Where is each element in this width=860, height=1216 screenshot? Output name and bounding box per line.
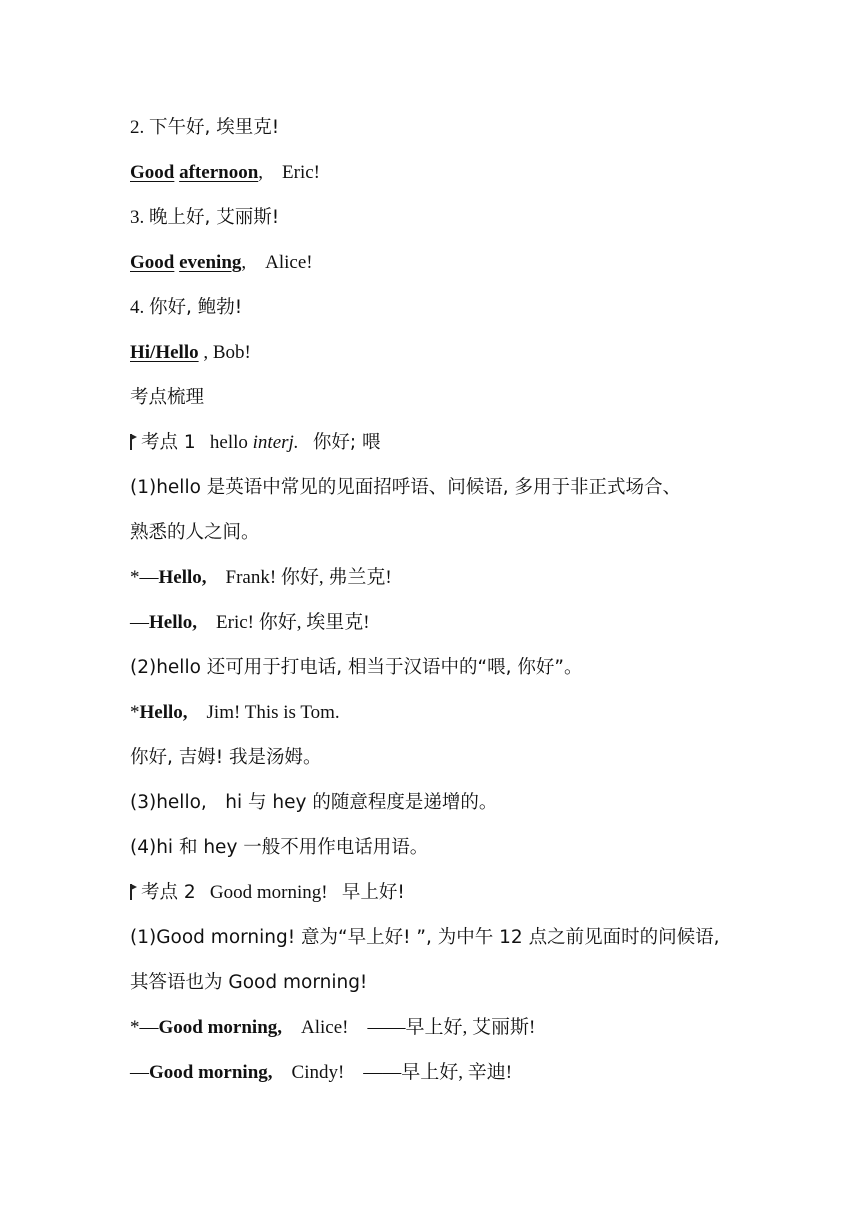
- point-2-note-1b: 其答语也为 Good morning!: [130, 972, 368, 993]
- answer-blank: Good: [130, 162, 175, 183]
- exercise-4-prompt: [130, 296, 242, 320]
- point-1-example: [130, 701, 340, 725]
- dialogue-rest: Eric! 你好, 埃里克!: [197, 612, 370, 633]
- example-bold: Hello,: [139, 702, 188, 723]
- point-meaning: 你好; 喂: [312, 432, 381, 453]
- point-1-note-3: (3)hello, hi 与 hey 的随意程度是递增的。: [130, 792, 498, 813]
- exercise-chinese: 晚上好, 艾丽斯!: [149, 207, 280, 228]
- point-phrase: Good morning!: [209, 882, 328, 903]
- dialogue-bold: Hello,: [158, 567, 207, 588]
- answer-blank: afternoon: [179, 162, 259, 183]
- flag-icon: [130, 884, 139, 900]
- answer-rest: , Bob!: [198, 342, 251, 363]
- exercise-3-answer: [130, 251, 313, 275]
- dialogue-dash: —: [130, 1062, 149, 1083]
- dialogue-bold: Good morning,: [158, 1017, 283, 1038]
- point-2-note-1a: (1)Good morning! 意为“早上好! ”, 为中午 12 点之前见面时的问候语,: [130, 927, 720, 948]
- point-2-dialogue-2: [130, 1061, 512, 1085]
- point-1-note-4: (4)hi 和 hey 一般不用作电话用语。: [130, 837, 429, 858]
- flag-icon: [130, 434, 139, 450]
- exercise-chinese: 你好, 鲍勃!: [149, 297, 243, 318]
- exercise-chinese: 下午好, 埃里克!: [149, 117, 280, 138]
- exercise-3-prompt: [130, 206, 279, 230]
- point-2-heading: [130, 881, 405, 905]
- section-title: 考点梳理: [130, 387, 205, 408]
- dialogue-dash: *—: [130, 567, 159, 588]
- example-rest: Jim! This is Tom.: [187, 702, 340, 723]
- dialogue-rest: Frank! 你好, 弗兰克!: [206, 567, 392, 588]
- exercise-2-prompt: [130, 116, 279, 140]
- dialogue-rest: Cindy! ——早上好, 辛迪!: [272, 1062, 513, 1083]
- exercise-number: 4.: [130, 297, 145, 318]
- point-1-heading: [130, 431, 380, 455]
- answer-blank: Hi/Hello: [130, 342, 199, 363]
- answer-blank: Good: [130, 252, 175, 273]
- answer-rest: , Eric!: [258, 162, 320, 183]
- dialogue-bold: Good morning,: [149, 1062, 273, 1083]
- point-label: 考点 1: [141, 432, 196, 453]
- point-1-note-2: (2)hello 还可用于打电话, 相当于汉语中的“喂, 你好”。: [130, 657, 583, 678]
- example-star: *: [130, 702, 140, 723]
- point-1-note-1a: (1)hello 是英语中常见的见面招呼语、问候语, 多用于非正式场合、: [130, 477, 682, 498]
- point-1-dialogue-1: [130, 566, 392, 590]
- dialogue-rest: Alice! ——早上好, 艾丽斯!: [282, 1017, 536, 1038]
- answer-blank: evening: [179, 252, 242, 273]
- point-word: hello: [209, 432, 248, 453]
- point-1-dialogue-2: [130, 611, 370, 635]
- exercise-number: 3.: [130, 207, 145, 228]
- dialogue-dash: *—: [130, 1017, 159, 1038]
- exercise-2-answer: [130, 161, 320, 185]
- answer-rest: , Alice!: [241, 252, 313, 273]
- point-1-example-translation: 你好, 吉姆! 我是汤姆。: [130, 747, 322, 768]
- dialogue-bold: Hello,: [149, 612, 198, 633]
- dialogue-dash: —: [130, 612, 149, 633]
- point-meaning: 早上好!: [341, 882, 405, 903]
- exercise-4-answer: [130, 341, 251, 365]
- point-label: 考点 2: [141, 882, 196, 903]
- point-1-note-1b: 熟悉的人之间。: [130, 522, 260, 543]
- point-2-dialogue-1: [130, 1016, 535, 1040]
- exercise-number: 2.: [130, 117, 145, 138]
- part-of-speech: interj.: [252, 432, 299, 453]
